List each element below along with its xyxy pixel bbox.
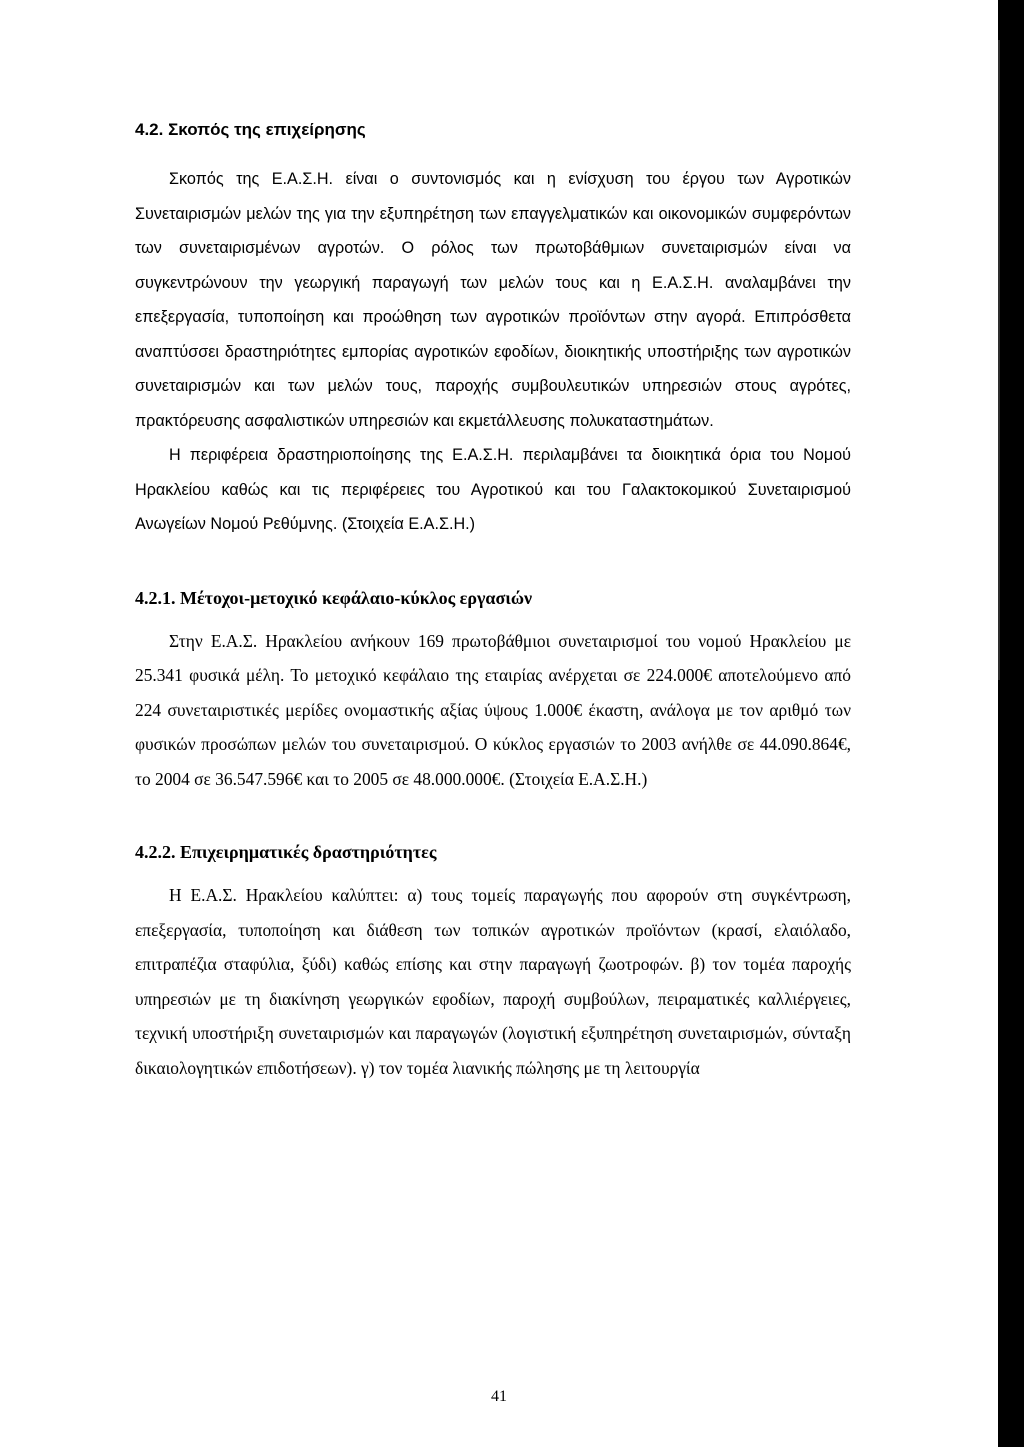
page-content <box>135 118 851 1085</box>
section-4-2-1-title: 4.2.1. Μέτοχοι-μετοχικό κεφάλαιο-κύκλος εργασιών <box>135 587 533 608</box>
section-4-2-body <box>135 162 851 542</box>
page-number: 41 <box>491 1388 507 1405</box>
paragraph-purpose: Σκοπός της Ε.Α.Σ.Η. είναι ο συντονισμός και η ενίσχυση του έργου των Αγροτικών Συνεταιρισμών μελών της για την εξυπηρέτηση των επαγγελματικών και οικονομικών συμφερόντων των συνεταιρισμένων αγροτών. Ο ρόλος των πρωτοβάθμιων συνεταιρισμών είναι να συγκεντρώνουν την γεωργική παραγωγή των μελών τους και η Ε.Α.Σ.Η. αναλαμβάνει την επεξεργασία, τυποποίηση και προώθηση των αγροτικών προϊόντων στην αγορά. Επιπρόσθετα αναπτύσσει δραστηριότητες εμπορίας αγροτικών εφοδίων, διοικητικής υποστήριξης των αγροτικών συνεταιρισμών και των μελών τους, παροχής συμβουλευτικών υπηρεσιών στους αγρότες, πρακτόρευσης ασφαλιστικών υπηρεσιών και εκμετάλλευσης πολυκαταστημάτων. <box>135 170 851 430</box>
paragraph-activities: Η Ε.Α.Σ. Ηρακλείου καλύπτει: α) τους τομείς παραγωγής που αφορούν στη συγκέντρωση, επεξεργασία, τυποποίηση και διάθεση των τοπικών αγροτικών προϊόντων (κρασί, ελαιόλαδο, επιτραπέζια σταφύλια, ξύδι) καθώς επίσης και στην παραγωγή ζωοτροφών. β) τον τομέα παροχής υπηρεσιών με τη διακίνηση γεωργικών εφοδίων, παροχή συμβούλων, πειραματικές καλλιέργειες, τεχνική υποστήριξη συνεταιρισμών και παραγωγών (λογιστική εξυπηρέτηση συνεταιρισμών, σύνταξη δικαιολογητικών επιδοτήσεων). γ) τον τομέα λιανικής πώλησης με τη λειτουργία <box>135 885 851 1078</box>
paragraph-shareholders: Στην Ε.Α.Σ. Ηρακλείου ανήκουν 169 πρωτοβάθμιοι συνεταιρισμοί του νομού Ηρακλείου με 25.341 φυσικά μέλη. Το μετοχικό κεφάλαιο της εταιρίας ανέρχεται σε 224.000€ αποτελούμενο από 224 συνεταιριστικές μερίδες ονομαστικής αξίας ύψους 1.000€ έκαστη, ανάλογα με τον αριθμό των φυσικών προσώπων μελών του συνεταιρισμού. Ο κύκλος εργασιών το 2003 ανήλθε σε 44.090.864€, το 2004 σε 36.547.596€ και το 2005 σε 48.000.000€. (Στοιχεία Ε.Α.Σ.Η.) <box>135 630 851 789</box>
section-4-2-2-title: 4.2.2. Επιχειρηματικές δραστηριότητες <box>135 842 437 862</box>
paragraph-region: Η περιφέρεια δραστηριοποίησης της Ε.Α.Σ.Η. περιλαμβάνει τα διοικητικά όρια του Νομού Ηρακλείου καθώς και τις περιφέρειες του Αγροτικού και του Γαλακτοκομικού Συνεταιρισμού Ανωγείων Νομού Ρεθύμνης. (Στοιχεία Ε.Α.Σ.Η.) <box>135 446 851 533</box>
scan-edge-line <box>998 40 1000 680</box>
section-4-2-title: 4.2. Σκοπός της επιχείρησης <box>135 120 366 139</box>
